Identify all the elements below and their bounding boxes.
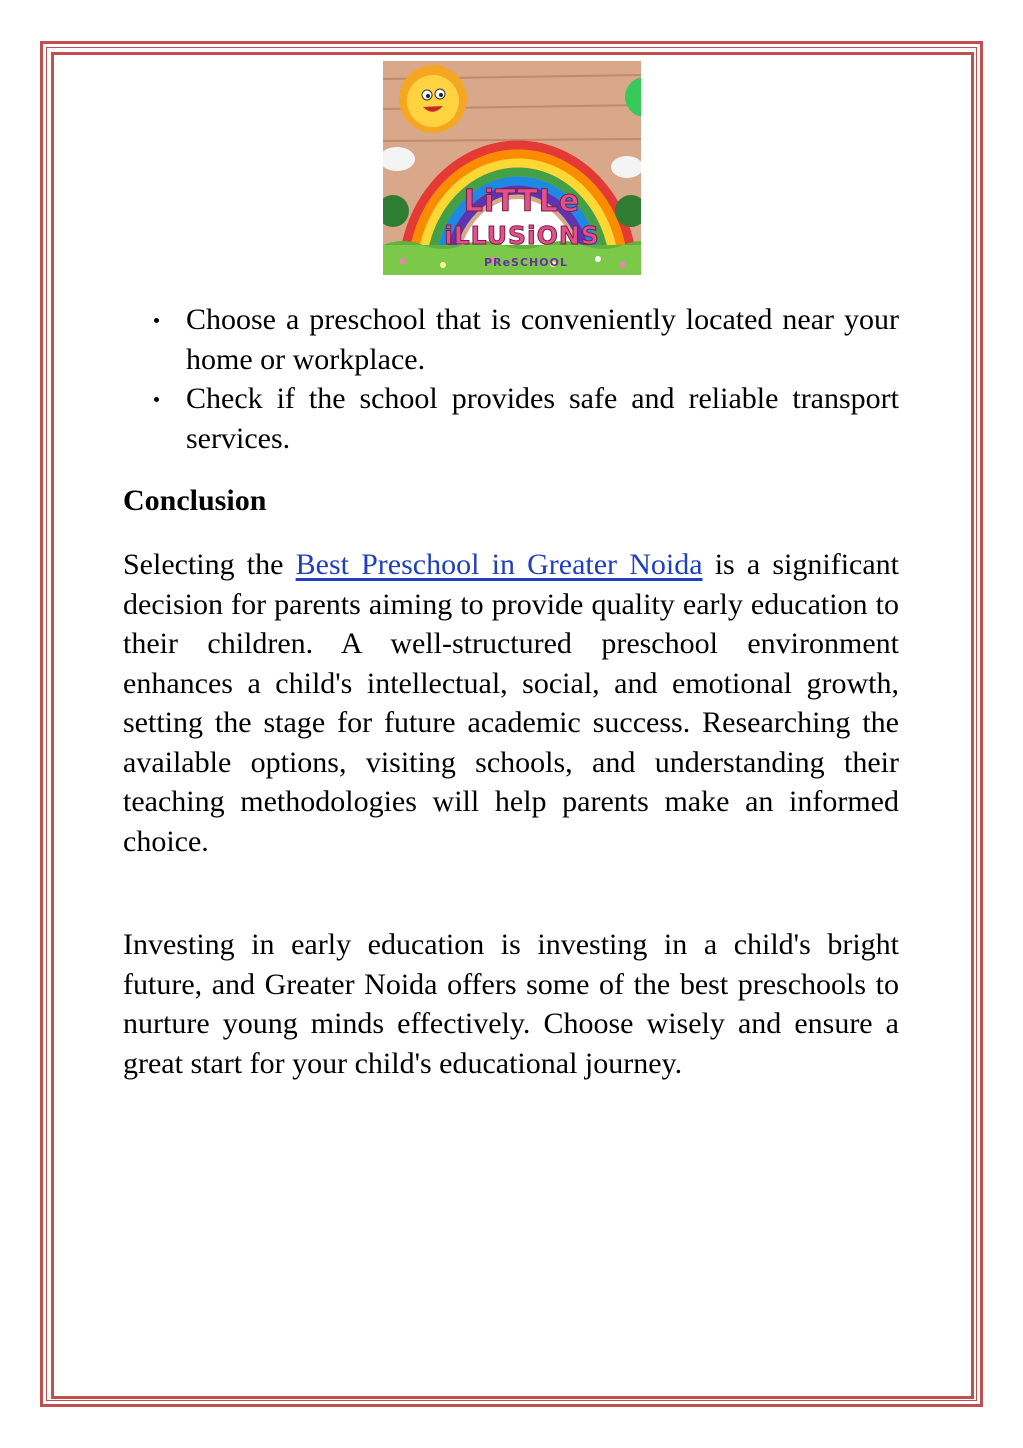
closing-paragraph: Investing in early education is investing in a child's bright future, and Greater Noida offers some of the best preschools to nurture young minds effectively. Choose wisely and ensure a great start for your child's educational journey. — [123, 928, 899, 1080]
list-item — [123, 300, 899, 379]
bullet-icon — [154, 397, 159, 402]
list-item-text: Check if the school provides safe and reliable transport services. — [186, 382, 899, 455]
bullet-icon — [154, 318, 159, 323]
logo-text-preschool: PReSCHOOL — [484, 256, 568, 269]
school-logo — [383, 61, 641, 275]
paragraph-text-start: Selecting the — [123, 548, 296, 581]
conclusion-paragraph — [123, 545, 899, 861]
logo-text-little: LiTTLe — [463, 184, 581, 219]
logo-text-illusions: iLLUSiONS — [444, 221, 600, 250]
paragraph-text-rest: is a significant decision for parents aiming to provide quality early education to their children. A well-structured preschool environment enhances a child's intellectual, social, and emotional growth, setting the stage for future academic success. Researching the available options, visiting schools, and understanding their teaching methodologies will help parents make an informed choice. — [123, 548, 899, 858]
best-preschool-link[interactable]: Best Preschool in Greater Noida — [295, 548, 703, 581]
tips-list — [123, 300, 899, 458]
section-heading: Conclusion — [123, 484, 267, 517]
list-item — [123, 379, 899, 458]
list-item-text: Choose a preschool that is conveniently located near your home or workplace. — [186, 303, 899, 376]
